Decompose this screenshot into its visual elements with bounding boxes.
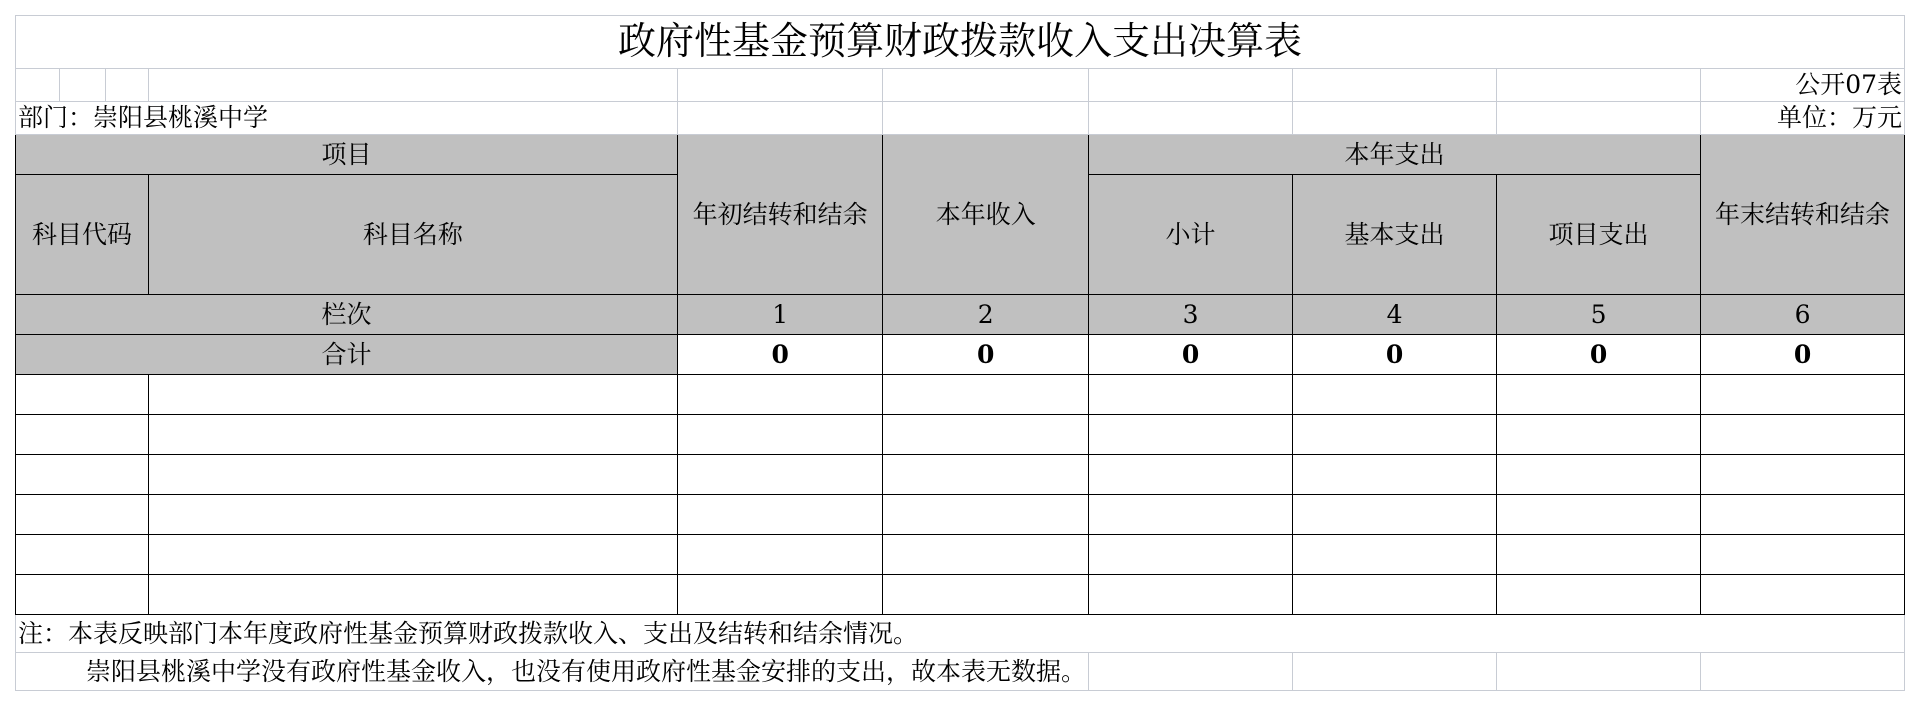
empty-cell[interactable] (677, 102, 883, 135)
data-cell[interactable] (1701, 415, 1905, 455)
data-cell[interactable] (1701, 455, 1905, 495)
data-cell[interactable] (1497, 375, 1701, 415)
total-value[interactable]: 0 (1497, 335, 1701, 375)
data-cell[interactable] (148, 535, 677, 575)
data-cell[interactable] (16, 415, 149, 455)
empty-cell[interactable] (1089, 102, 1293, 135)
data-cell[interactable] (1701, 375, 1905, 415)
data-cell[interactable] (1497, 415, 1701, 455)
total-value[interactable]: 0 (883, 335, 1089, 375)
data-cell[interactable] (883, 415, 1089, 455)
data-cell[interactable] (148, 495, 677, 535)
empty-cell[interactable] (16, 69, 60, 102)
empty-cell[interactable] (105, 69, 148, 102)
page-title: 政府性基金预算财政拨款收入支出决算表 (16, 16, 1905, 69)
data-cell[interactable] (16, 375, 149, 415)
table-row (16, 495, 1905, 535)
data-cell[interactable] (1701, 535, 1905, 575)
header-project-expense: 项目支出 (1497, 175, 1701, 295)
column-number: 5 (1497, 295, 1701, 335)
table-row (16, 535, 1905, 575)
table-row (16, 415, 1905, 455)
empty-cell[interactable] (1089, 69, 1293, 102)
total-value[interactable]: 0 (1089, 335, 1293, 375)
data-cell[interactable] (1089, 535, 1293, 575)
total-row-label: 合计 (16, 335, 678, 375)
data-cell[interactable] (1089, 415, 1293, 455)
empty-cell[interactable] (1701, 653, 1905, 691)
data-cell[interactable] (1293, 455, 1497, 495)
empty-cell[interactable] (883, 102, 1089, 135)
header-year-expense: 本年支出 (1089, 135, 1701, 175)
empty-cell[interactable] (1497, 69, 1701, 102)
unit-label: 单位：万元 (1701, 102, 1905, 135)
data-cell[interactable] (16, 455, 149, 495)
data-cell[interactable] (1293, 575, 1497, 615)
data-cell[interactable] (677, 455, 883, 495)
empty-cell[interactable] (1293, 69, 1497, 102)
empty-cell[interactable] (1497, 653, 1701, 691)
data-cell[interactable] (677, 415, 883, 455)
note-line-2: 崇阳县桃溪中学没有政府性基金收入，也没有使用政府性基金安排的支出，故本表无数据。 (16, 653, 1089, 691)
data-cell[interactable] (883, 575, 1089, 615)
column-number: 1 (677, 295, 883, 335)
table-row (16, 575, 1905, 615)
data-cell[interactable] (16, 495, 149, 535)
data-cell[interactable] (148, 375, 677, 415)
column-number: 3 (1089, 295, 1293, 335)
data-cell[interactable] (1497, 575, 1701, 615)
empty-cell[interactable] (1497, 102, 1701, 135)
department-label: 部门：崇阳县桃溪中学 (16, 102, 678, 135)
data-cell[interactable] (677, 535, 883, 575)
total-value[interactable]: 0 (1701, 335, 1905, 375)
data-cell[interactable] (883, 375, 1089, 415)
data-cell[interactable] (883, 535, 1089, 575)
data-cell[interactable] (677, 575, 883, 615)
data-cell[interactable] (1497, 495, 1701, 535)
table-row (16, 455, 1905, 495)
data-cell[interactable] (1701, 575, 1905, 615)
form-number: 公开07表 (1701, 69, 1905, 102)
empty-cell[interactable] (60, 69, 105, 102)
note-line-1: 注：本表反映部门本年度政府性基金预算财政拨款收入、支出及结转和结余情况。 (16, 615, 1905, 653)
data-cell[interactable] (1293, 415, 1497, 455)
header-item: 项目 (16, 135, 678, 175)
data-cell[interactable] (16, 575, 149, 615)
data-cell[interactable] (148, 455, 677, 495)
empty-cell[interactable] (1089, 653, 1293, 691)
budget-table (15, 15, 1905, 691)
header-begin-balance: 年初结转和结余 (677, 135, 883, 295)
data-cell[interactable] (1293, 375, 1497, 415)
total-value[interactable]: 0 (677, 335, 883, 375)
column-number: 4 (1293, 295, 1497, 335)
header-code: 科目代码 (16, 175, 149, 295)
header-year-income: 本年收入 (883, 135, 1089, 295)
data-cell[interactable] (677, 375, 883, 415)
data-cell[interactable] (148, 575, 677, 615)
data-cell[interactable] (16, 535, 149, 575)
data-cell[interactable] (1293, 535, 1497, 575)
header-subtotal: 小计 (1089, 175, 1293, 295)
data-cell[interactable] (1089, 375, 1293, 415)
table-row (16, 375, 1905, 415)
data-cell[interactable] (677, 495, 883, 535)
column-number: 2 (883, 295, 1089, 335)
data-cell[interactable] (1089, 455, 1293, 495)
empty-cell[interactable] (1293, 102, 1497, 135)
column-row-label: 栏次 (16, 295, 678, 335)
empty-cell[interactable] (1293, 653, 1497, 691)
data-cell[interactable] (1089, 575, 1293, 615)
data-cell[interactable] (148, 415, 677, 455)
empty-cell[interactable] (677, 69, 883, 102)
data-cell[interactable] (1089, 495, 1293, 535)
total-value[interactable]: 0 (1293, 335, 1497, 375)
empty-cell[interactable] (148, 69, 677, 102)
data-cell[interactable] (883, 455, 1089, 495)
data-cell[interactable] (1497, 535, 1701, 575)
empty-cell[interactable] (883, 69, 1089, 102)
header-name: 科目名称 (148, 175, 677, 295)
data-cell[interactable] (1701, 495, 1905, 535)
data-cell[interactable] (883, 495, 1089, 535)
data-cell[interactable] (1293, 495, 1497, 535)
header-end-balance: 年末结转和结余 (1701, 135, 1905, 295)
column-number: 6 (1701, 295, 1905, 335)
data-cell[interactable] (1497, 455, 1701, 495)
header-basic-expense: 基本支出 (1293, 175, 1497, 295)
